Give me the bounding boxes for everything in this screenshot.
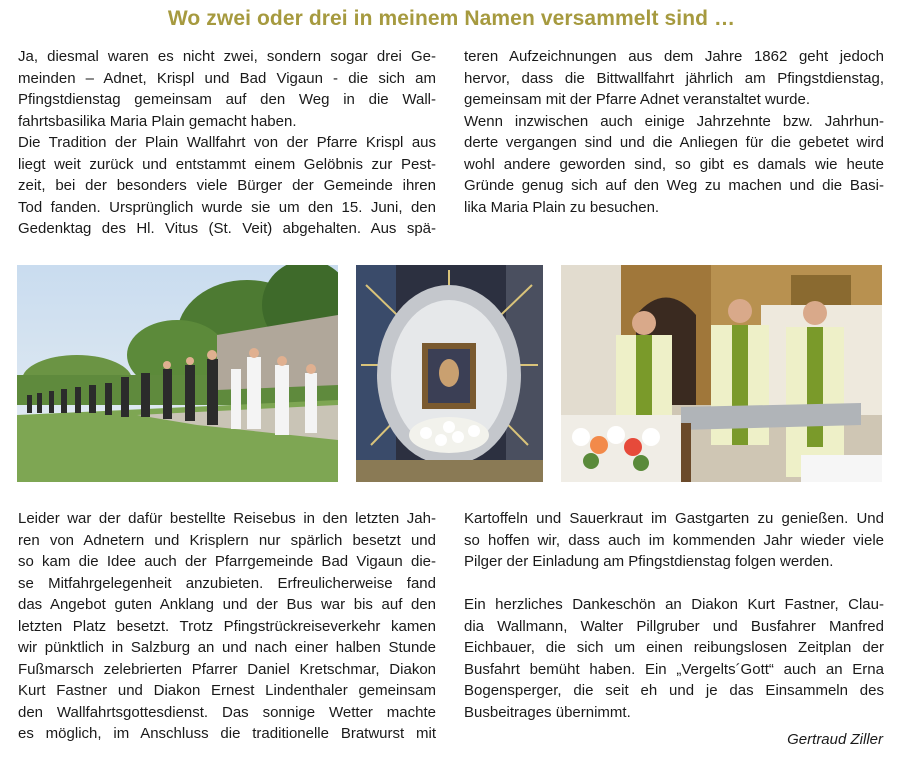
text-line: se Mitfahrgelegenheit anzubieten. Erfreulicherweise fand <box>18 574 436 592</box>
text-line: wohl andere geworden sind, so gibt es damals wie heute <box>464 155 884 173</box>
text-column-1 <box>18 46 436 240</box>
text-line: letzten Platz besetzt. Trotz Pfingstrückreiseverkehr kamen <box>18 617 436 635</box>
text-line: lika Maria Plain zu besuchen. <box>464 198 660 216</box>
text-line: gemeinsam mit der Pfarre Adnet veranstaltet wurde. <box>464 91 810 108</box>
text-line: teren Aufzeichnungen aus dem Jahre 1862 geht jedoch <box>464 48 884 65</box>
text-column-4 <box>464 508 884 723</box>
text-line: Tod fanden. Ursprünglich wurde sie um den 15. Juni, den <box>18 198 436 216</box>
photo-altar-icon <box>356 265 543 482</box>
text-line: Pilger der Einladung am Pfingstdienstag folgen werden. <box>464 553 834 570</box>
text-line: wir pünktlich in Salzburg an und nach einer halben Stunde <box>18 639 436 656</box>
text-line: derte vergangen sind und die Anliegen für die gebetet wird <box>464 134 884 151</box>
article-title: Wo zwei oder drei in meinem Namen versammelt sind … <box>167 7 736 30</box>
text-line: das Angebot guten Anklang und der Bus war bis auf den <box>18 596 436 613</box>
text-line: Fußmarsch zelebrierten Pfarrer Daniel Kretschmar, Diakon <box>18 660 436 678</box>
text-line: dia Wallmann, Walter Pillgruber und Busfahrer Manfred <box>464 617 884 635</box>
text-line: meinden – Adnet, Krispl und Bad Vigaun - die sich am <box>18 69 436 87</box>
text-line: Gründe genug sich auf den Weg zu machen und die Basi- <box>464 177 884 194</box>
text-line: Wenn inzwischen auch einige Jahrzehnte bzw. Jahrhun- <box>464 112 884 130</box>
text-line: Busfahrt bemüht haben. Ein „Vergelts´Gott“ auch an Erna <box>464 660 884 678</box>
text-line: Bogensperger, die seit eh und je das Einsammeln des <box>464 682 884 699</box>
text-line: Pfingstdienstag gemeinsam auf den Weg in die Wall- <box>18 91 436 108</box>
text-line: ren von Adnetern und Krisplern nur spärlich besetzt und <box>18 531 436 549</box>
text-line: zeit, bei der besonders viele Bürger der Gemeinde ihren <box>18 177 436 194</box>
text-line: Busbeitrages übernimmt. <box>464 703 631 721</box>
text-line: so hoffen wir, dass auch im kommenden Jahr wieder viele <box>464 531 884 549</box>
text-line: Eichbauer, die sich um einen reibungslosen Zeitplan der <box>464 639 884 656</box>
text-line: liegt weit zurück und entstammt einem Gelöbnis zur Pest- <box>18 155 436 173</box>
text-line: Gedenktag des Hl. Vitus (St. Veit) abgehalten. Aus spä- <box>18 220 436 237</box>
text-line: hervor, dass die Bittwallfahrt jährlich am Pfingstdienstag, <box>464 69 884 87</box>
text-column-3 <box>18 508 436 745</box>
text-column-2 <box>464 46 884 218</box>
text-line: es möglich, im Anschluss die traditionelle Bratwurst mit <box>18 725 436 742</box>
text-line: Leider war der dafür bestellte Reisebus in den letzten Jah- <box>18 510 436 527</box>
text-line: fahrtsbasilika Maria Plain gemacht haben. <box>18 112 297 130</box>
text-line: Ja, diesmal waren es nicht zwei, sondern sogar drei Ge- <box>18 48 436 65</box>
photo-procession <box>17 265 338 482</box>
photo-clergy-altar <box>561 265 882 482</box>
text-line: Kurt Fastner und Diakon Ernest Lindenthaler gemeinsam <box>18 682 436 699</box>
text-line: den Wallfahrtsgottesdienst. Das sonnige Wetter machte <box>18 703 436 721</box>
text-line: Ein herzliches Dankeschön an Diakon Kurt Fastner, Clau- <box>464 596 884 613</box>
text-line: so kam die Idee auch der Pfarrgemeinde Bad Vigaun die- <box>18 553 436 570</box>
author-signature: Gertraud Ziller <box>787 731 883 748</box>
text-line: Kartoffeln und Sauerkraut im Gastgarten zu genießen. Und <box>464 510 884 527</box>
text-line: Die Tradition der Plain Wallfahrt von der Pfarre Krispl aus <box>18 134 436 151</box>
